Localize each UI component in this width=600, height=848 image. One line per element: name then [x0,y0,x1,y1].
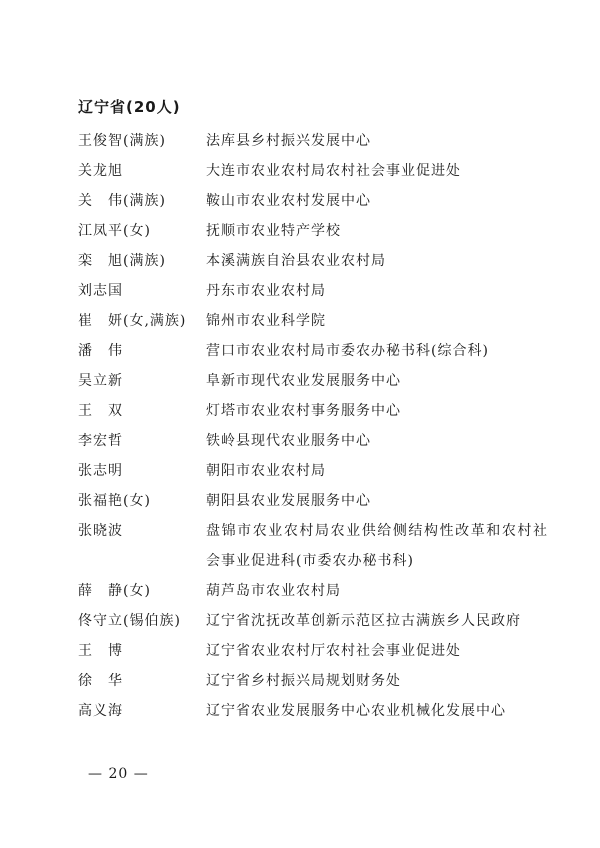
person-name: 栾 旭(满族) [78,253,166,269]
list-item [78,666,548,696]
list-item [78,126,548,156]
person-name: 王 双 [78,403,123,419]
person-name: 吴立新 [78,373,123,389]
list-item [78,696,548,726]
page-number: — 20 — [88,766,149,782]
list-item [78,576,548,606]
work-unit: 营口市农业农村局市委农办秘书科(综合科) [206,343,489,359]
work-unit: 鞍山市农业农村发展中心 [206,193,371,209]
work-unit: 法库县乡村振兴发展中心 [206,133,371,149]
person-name: 薛 静(女) [78,583,151,599]
section-title: 辽宁省(20人) [78,98,181,116]
work-unit: 朝阳县农业发展服务中心 [206,493,371,509]
work-unit: 锦州市农业科学院 [206,313,326,329]
list-item [78,246,548,276]
list-item [78,306,548,336]
list-item [78,336,548,366]
work-unit: 丹东市农业农村局 [206,283,326,299]
list-item [78,516,548,576]
person-name: 李宏哲 [78,433,123,449]
work-unit: 灯塔市农业农村事务服务中心 [206,403,401,419]
list-item [78,156,548,186]
work-unit: 朝阳市农业农村局 [206,463,326,479]
person-name: 刘志国 [78,283,123,299]
person-name: 高义海 [78,703,123,719]
person-name: 潘 伟 [78,343,123,359]
work-unit: 辽宁省沈抚改革创新示范区拉古满族乡人民政府 [206,613,521,629]
work-unit: 阜新市现代农业发展服务中心 [206,373,401,389]
person-name: 徐 华 [78,673,123,689]
list-item [78,396,548,426]
list-item [78,606,548,636]
person-name: 张福艳(女) [78,493,151,509]
person-name: 关龙旭 [78,163,123,179]
list-item [78,186,548,216]
list-item [78,216,548,246]
work-unit: 铁岭县现代农业服务中心 [206,433,371,449]
work-unit: 抚顺市农业特产学校 [206,223,341,239]
work-unit: 葫芦岛市农业农村局 [206,583,341,599]
work-unit: 大连市农业农村局农村社会事业促进处 [206,163,461,179]
person-name: 关 伟(满族) [78,193,166,209]
list-item [78,366,548,396]
list-item [78,486,548,516]
work-unit: 辽宁省乡村振兴局规划财务处 [206,673,401,689]
work-unit: 盘锦市农业农村局农业供给侧结构性改革和农村社会事业促进科(市委农办秘书科) [206,523,548,569]
person-name: 张晓波 [78,523,123,539]
honoree-list [78,126,548,726]
work-unit: 本溪满族自治县农业农村局 [206,253,386,269]
work-unit: 辽宁省农业发展服务中心农业机械化发展中心 [206,703,506,719]
list-item [78,636,548,666]
list-item [78,276,548,306]
person-name: 崔 妍(女,满族) [78,313,187,329]
list-item [78,426,548,456]
person-name: 张志明 [78,463,123,479]
person-name: 王 博 [78,643,123,659]
person-name: 江凤平(女) [78,223,151,239]
person-name: 王俊智(满族) [78,133,166,149]
person-name: 佟守立(锡伯族) [78,613,181,629]
work-unit: 辽宁省农业农村厅农村社会事业促进处 [206,643,461,659]
list-item [78,456,548,486]
